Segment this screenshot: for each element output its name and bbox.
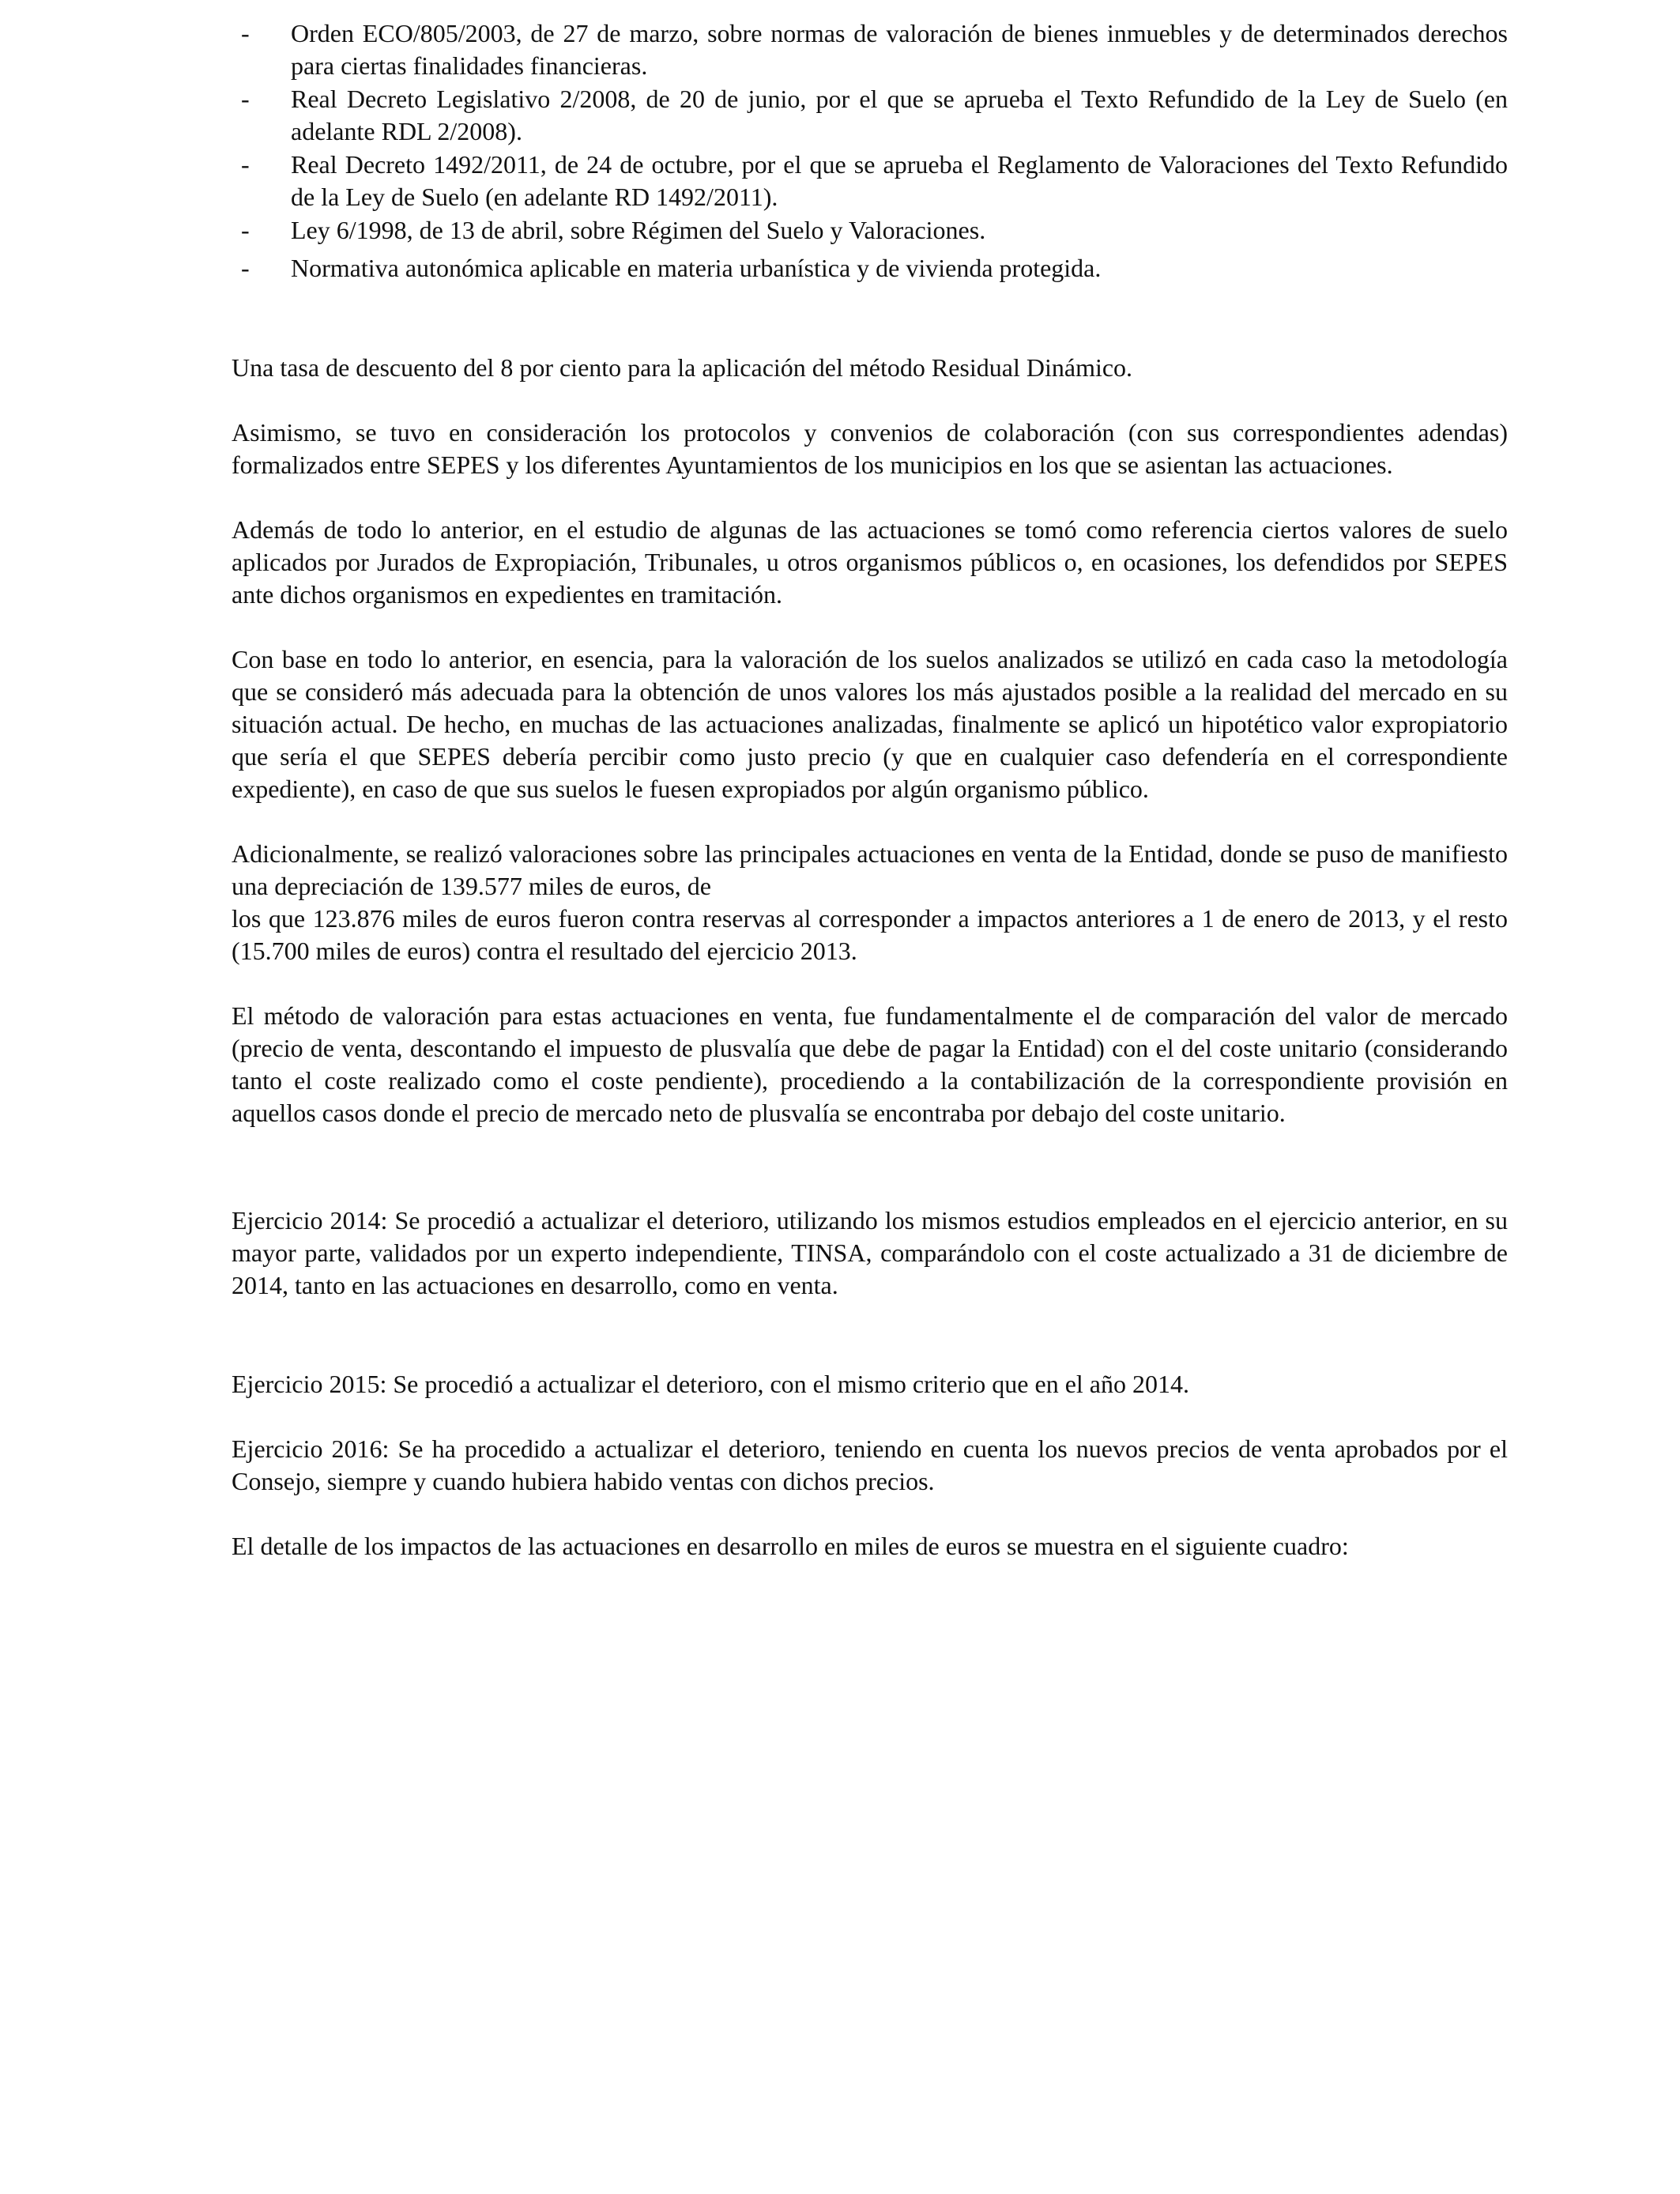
list-item — [232, 149, 1508, 213]
list-item-text: Normativa autonómica aplicable en materia urbanística y de vivienda protegida. — [291, 254, 1102, 282]
list-item — [232, 214, 1508, 247]
valuation-method-paragraph: El método de valoración para estas actuaciones en venta, fue fundamentalmente el de comparación del valor de mercado (precio de venta, descontando el impuesto de plusvalía que debe de pagar la Entidad) con el del coste unitario (considerando tanto el coste realizado como el coste pendiente), procediendo a la contabilización de la correspondiente provisión en aquellos casos donde el precio de mercado neto de plusvalía se encontraba por debajo del coste unitario. — [232, 1001, 1508, 1127]
legislation-list — [232, 17, 1508, 285]
year-2015-paragraph: Ejercicio 2015: Se procedió a actualizar el deterioro, con el mismo criterio que en el año 2014. — [232, 1370, 1189, 1398]
table-intro-paragraph: El detalle de los impactos de las actuaciones en desarrollo en miles de euros se muestra en el siguiente cuadro: — [232, 1532, 1349, 1560]
depreciation-line-1: Adicionalmente, se realizó valoraciones sobre las principales actuaciones en venta de la Entidad, donde se puso de manifiesto una depreciación de 139.577 miles de euros, de — [232, 839, 1508, 900]
depreciation-line-2: los que 123.876 miles de euros fueron contra reservas al corresponder a impactos anteriores a 1 de enero de 2013, y el resto (15.700 miles de euros) contra el resultado del ejercicio 2013. — [232, 904, 1508, 965]
list-item-text: Real Decreto 1492/2011, de 24 de octubre, por el que se aprueba el Reglamento de Valoraciones del Texto Refundido de la Ley de Suelo (en adelante RD 1492/2011). — [291, 150, 1508, 211]
bullet-dash: - — [241, 254, 250, 282]
protocols-paragraph: Asimismo, se tuvo en consideración los protocolos y convenios de colaboración (con sus correspondientes adendas) formalizados entre SEPES y los diferentes Ayuntamientos de los municipios en los que se asientan las actuaciones. — [232, 418, 1508, 479]
list-item-text: Real Decreto Legislativo 2/2008, de 20 de junio, por el que se aprueba el Texto Refundido de la Ley de Suelo (en adelante RDL 2/2008). — [291, 85, 1508, 145]
list-item — [232, 252, 1508, 285]
methodology-paragraph: Con base en todo lo anterior, en esencia, para la valoración de los suelos analizados se utilizó en cada caso la metodología que se consideró más adecuada para la obtención de unos valores los más ajustados posible a la realidad del mercado en su situación actual. De hecho, en muchas de las actuaciones analizadas, finalmente se aplicó un hipotético valor expropiatorio que sería el que SEPES debería percibir como justo precio (y que en cualquier caso defendería en el correspondiente expediente), en caso de que sus suelos le fuesen expropiados por algún organismo público. — [232, 645, 1508, 803]
depreciation-paragraph — [232, 838, 1508, 967]
list-item-text: Orden ECO/805/2003, de 27 de marzo, sobre normas de valoración de bienes inmuebles y de determinados derechos para ciertas finalidades financieras. — [291, 19, 1508, 80]
document-page — [232, 17, 1508, 1563]
year-2014-paragraph: Ejercicio 2014: Se procedió a actualizar el deterioro, utilizando los mismos estudios empleados en el ejercicio anterior, en su mayor parte, validados por un experto independiente, TINSA, comparándolo con el coste actualizado a 31 de diciembre de 2014, tanto en las actuaciones en desarrollo, como en venta. — [232, 1206, 1508, 1299]
references-paragraph: Además de todo lo anterior, en el estudio de algunas de las actuaciones se tomó como referencia ciertos valores de suelo aplicados por Jurados de Expropiación, Tribunales, u otros organismos públicos o, en ocasiones, los defendidos por SEPES ante dichos organismos en expedientes en tramitación. — [232, 515, 1508, 609]
discount-rate-paragraph: Una tasa de descuento del 8 por ciento para la aplicación del método Residual Dinámico. — [232, 353, 1133, 382]
list-item — [232, 17, 1508, 82]
list-item — [232, 83, 1508, 148]
year-2016-paragraph: Ejercicio 2016: Se ha procedido a actualizar el deterioro, teniendo en cuenta los nuevos precios de venta aprobados por el Consejo, siempre y cuando hubiera habido ventas con dichos precios. — [232, 1434, 1508, 1495]
bullet-dash: - — [241, 150, 250, 179]
bullet-dash: - — [241, 216, 250, 244]
bullet-dash: - — [241, 85, 250, 113]
bullet-dash: - — [241, 19, 250, 47]
list-item-text: Ley 6/1998, de 13 de abril, sobre Régimen del Suelo y Valoraciones. — [291, 216, 986, 244]
